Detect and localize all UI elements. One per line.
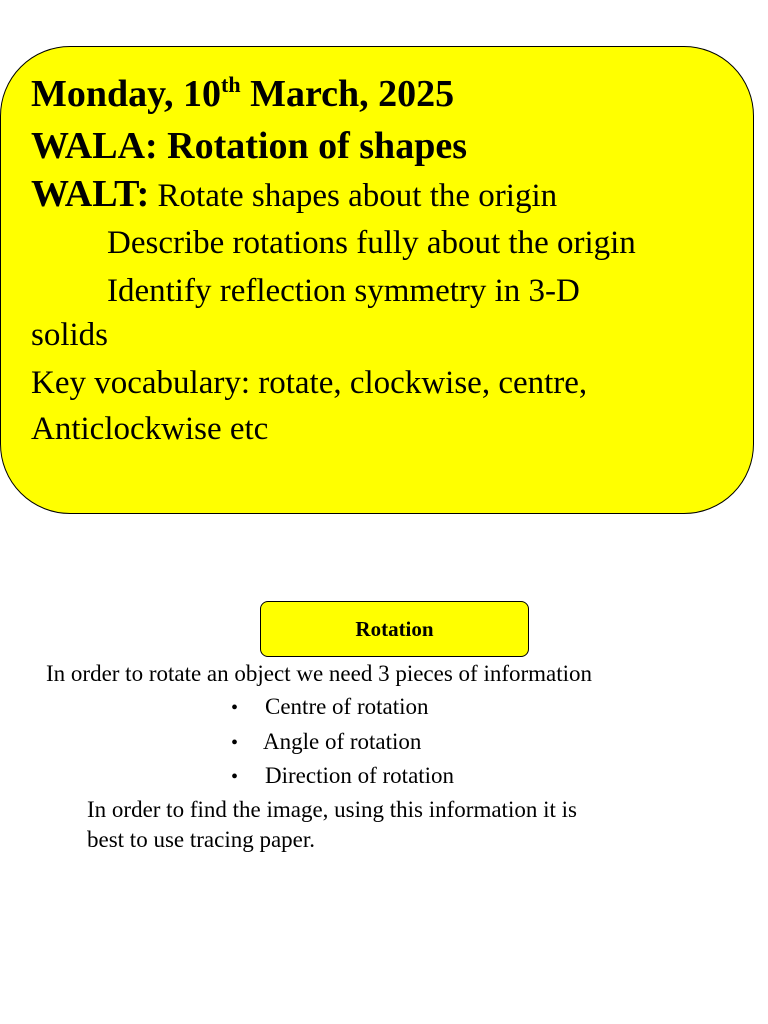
bullet-icon: •	[231, 766, 239, 788]
rotation-title: Rotation	[355, 616, 434, 641]
bullet-text: Centre of rotation	[265, 694, 429, 719]
walt-objective-3-continued: solids	[31, 317, 109, 353]
bullet-icon: •	[231, 697, 239, 719]
rotation-intro-text: In order to rotate an object we need 3 pieces of information	[46, 661, 593, 686]
date-suffix: March, 2025	[240, 73, 455, 115]
date-ordinal: th	[221, 72, 241, 97]
walt-objective-1: Rotate shapes about the origin	[149, 178, 558, 214]
key-vocabulary-line-2: Anticlockwise etc	[31, 411, 269, 447]
date-prefix: Monday, 10	[31, 73, 222, 115]
lesson-date	[31, 70, 751, 122]
note-line-1: In order to find the image, using this information it is	[87, 797, 577, 822]
walt-objective-2: Describe rotations fully about the origin	[107, 225, 636, 261]
tracing-paper-note	[87, 795, 687, 855]
rotation-info-list	[231, 690, 454, 794]
note-line-2: best to use tracing paper.	[87, 827, 316, 852]
bullet-text: Angle of rotation	[263, 728, 422, 754]
walt-label: WALT:	[31, 173, 150, 215]
rotation-title-box	[260, 601, 529, 657]
wala-heading: WALA: Rotation of shapes	[31, 125, 467, 167]
list-item	[231, 759, 454, 794]
key-vocabulary-line-1: Key vocabulary: rotate, clockwise, centre,	[31, 365, 588, 401]
bullet-text: Direction of rotation	[265, 763, 455, 788]
list-item	[231, 725, 454, 760]
lesson-header-content	[31, 70, 751, 452]
bullet-icon: •	[231, 731, 239, 754]
walt-line	[31, 172, 751, 220]
walt-objective-3: Identify reflection symmetry in 3-D	[107, 273, 580, 309]
list-item	[231, 690, 454, 725]
